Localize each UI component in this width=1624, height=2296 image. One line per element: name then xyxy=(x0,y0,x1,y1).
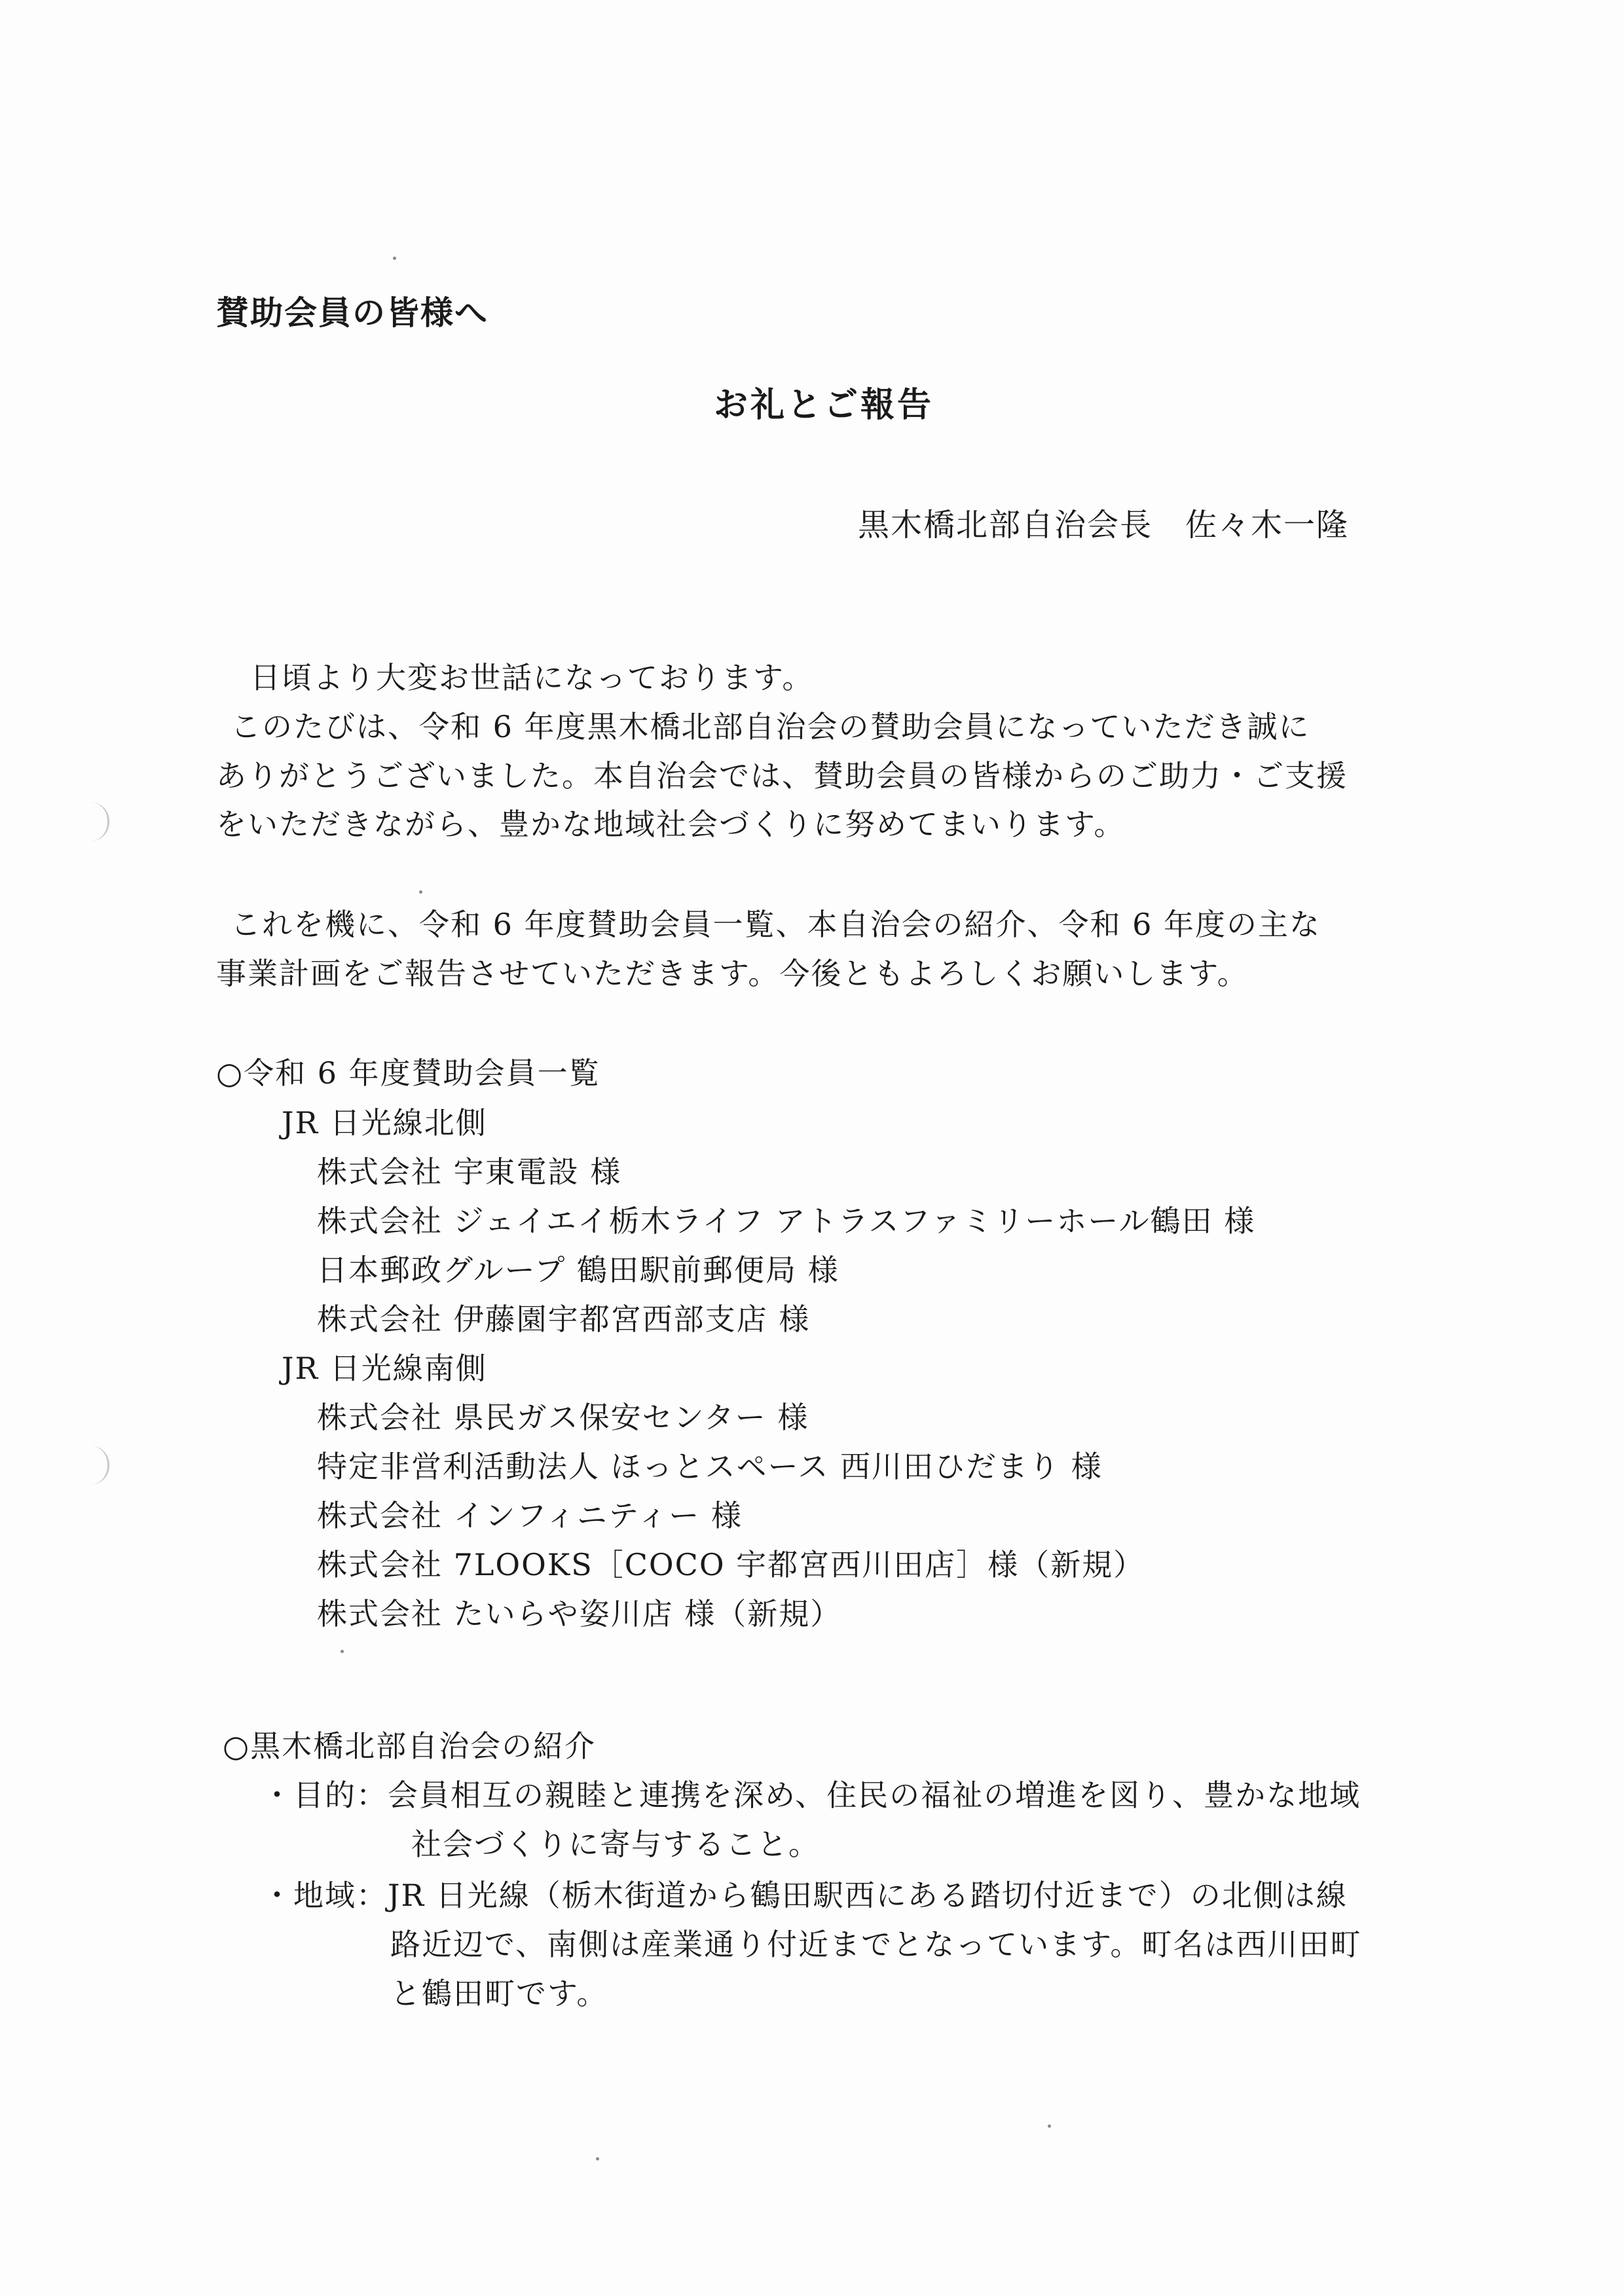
thanks-line: をいただきながら、豊かな地域社会づくりに努めてまいります。 xyxy=(216,807,1126,842)
member-item: 日本郵政グループ 鶴田駅前郵便局 様 xyxy=(317,1252,840,1288)
scan-speck xyxy=(393,257,396,260)
south-side-label: JR 日光線南側 xyxy=(282,1351,487,1386)
thanks-line: このたびは、令和 6 年度黒木橋北部自治会の賛助会員になっていただき誠に xyxy=(231,709,1310,744)
punch-hole-mark xyxy=(90,802,109,841)
punch-hole-mark xyxy=(90,1446,109,1485)
addressee: 賛助会員の皆様へ xyxy=(216,293,489,332)
members-heading: ○令和 6 年度賛助会員一覧 xyxy=(216,1055,600,1091)
scan-speck xyxy=(419,890,422,894)
scan-speck xyxy=(1048,2124,1051,2128)
report-line: これを機に、令和 6 年度賛助会員一覧、本自治会の紹介、令和 6 年度の主な xyxy=(231,907,1321,942)
member-item: 特定非営利活動法人 ほっとスペース 西川田ひだまり 様 xyxy=(317,1449,1103,1484)
north-side-label: JR 日光線北側 xyxy=(282,1105,487,1140)
member-item: 株式会社 伊藤園宇都宮西部支店 様 xyxy=(317,1302,811,1337)
purpose-line: 社会づくりに寄与すること。 xyxy=(411,1827,820,1862)
purpose-line: ・目的：会員相互の親睦と連携を深め、住民の福祉の増進を図り、豊かな地域 xyxy=(262,1777,1361,1813)
member-item: 株式会社 たいらや姿川店 様（新規） xyxy=(317,1596,842,1631)
area-line: 路近辺で、南側は産業通り付近までとなっています。町名は西川田町 xyxy=(390,1927,1362,1962)
report-line: 事業計画をご報告させていただきます。今後ともよろしくお願いします。 xyxy=(216,956,1249,991)
sender: 黒木橋北部自治会長 佐々木一隆 xyxy=(858,507,1350,543)
scan-speck xyxy=(596,2157,599,2160)
document-title: お礼とご報告 xyxy=(714,385,934,425)
greeting: 日頃より大変お世話になっております。 xyxy=(250,660,814,695)
member-item: 株式会社 県民ガス保安センター 様 xyxy=(317,1400,809,1435)
intro-heading: ○黒木橋北部自治会の紹介 xyxy=(223,1728,597,1764)
thanks-line: ありがとうございました。本自治会では、賛助会員の皆様からのご助力・ご支援 xyxy=(216,758,1348,793)
area-line: ・地域：JR 日光線（栃木街道から鶴田駅西にある踏切付近まで）の北側は線 xyxy=(262,1878,1348,1913)
member-item: 株式会社 ジェイエイ栃木ライフ アトラスファミリーホール鶴田 様 xyxy=(317,1203,1256,1239)
area-line: と鶴田町です。 xyxy=(390,1976,608,2011)
member-item: 株式会社 7LOOKS［COCO 宇都宮西川田店］様（新規） xyxy=(317,1547,1145,1582)
member-item: 株式会社 インフィニティー 様 xyxy=(317,1498,743,1533)
scan-speck xyxy=(341,1650,344,1653)
member-item: 株式会社 宇東電設 様 xyxy=(317,1154,622,1190)
